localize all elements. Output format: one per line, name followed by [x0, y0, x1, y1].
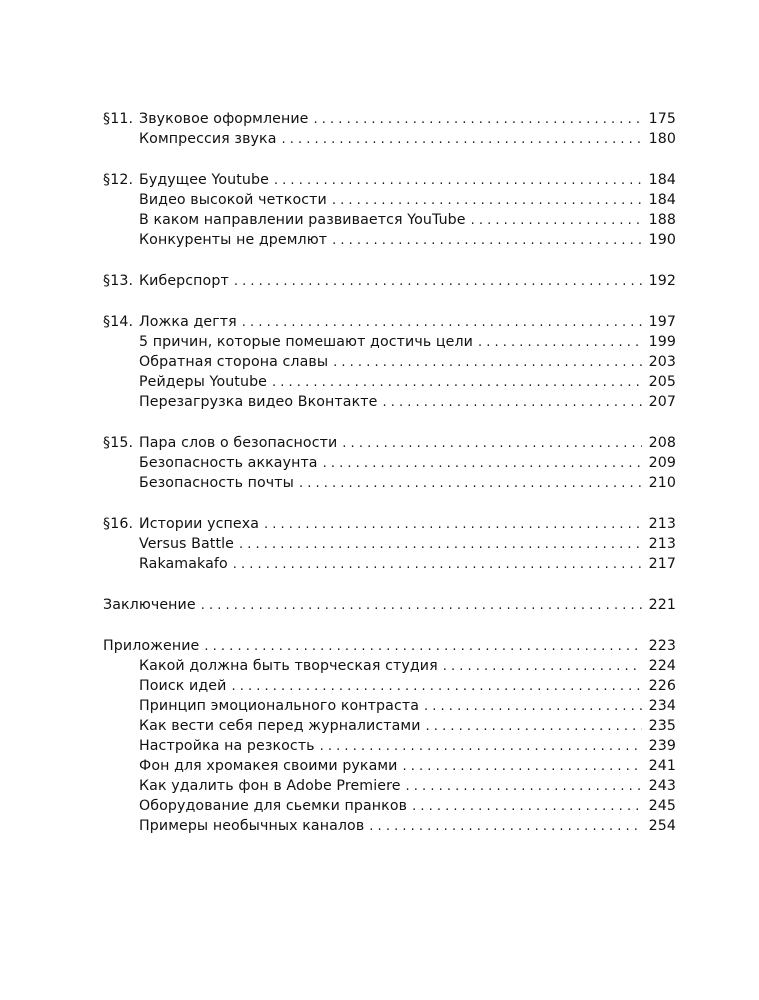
section-number: §14.: [103, 314, 134, 330]
toc-subsection-entry[interactable]: [103, 372, 676, 392]
toc-group: [103, 109, 676, 149]
toc-group: [103, 170, 676, 250]
dot-leader: [320, 737, 642, 757]
section-number: §16.: [103, 516, 134, 532]
toc-section-entry[interactable]: [103, 170, 676, 190]
section-number: §11.: [103, 111, 134, 127]
entry-title: Примеры необычных каналов: [139, 818, 365, 834]
toc-subsection-entry[interactable]: [103, 534, 676, 554]
dot-leader: [282, 130, 643, 150]
toc-subsection-entry[interactable]: [103, 332, 676, 352]
page-number: 223: [648, 638, 676, 654]
page-number: 226: [648, 678, 676, 694]
page-number: 243: [648, 778, 676, 794]
page-number: 209: [648, 455, 676, 471]
entry-title: Rakamakafo: [139, 556, 228, 572]
toc-group: [103, 636, 676, 836]
toc-subsection-entry[interactable]: [103, 756, 676, 776]
section-number: §13.: [103, 273, 134, 289]
page-number: 180: [648, 131, 676, 147]
dot-leader: [239, 535, 642, 555]
entry-title: Конкуренты не дремлют: [139, 232, 328, 248]
toc-subsection-entry[interactable]: [103, 776, 676, 796]
entry-title: 5 причин, которые помешают достичь цели: [139, 334, 473, 350]
entry-title: Обратная сторона славы: [139, 354, 329, 370]
toc-chapter-entry[interactable]: [103, 595, 676, 615]
page-number: 207: [648, 394, 676, 410]
toc-subsection-entry[interactable]: [103, 816, 676, 836]
entry-title: Поиск идей: [139, 678, 227, 694]
dot-leader: [333, 353, 642, 373]
page-number: 217: [648, 556, 676, 572]
toc-subsection-entry[interactable]: [103, 716, 676, 736]
entry-title: Безопасность почты: [139, 475, 294, 491]
toc-subsection-entry[interactable]: [103, 473, 676, 493]
page-number: 235: [648, 718, 676, 734]
entry-title: Перезагрузка видео Вконтакте: [139, 394, 378, 410]
entry-title: Как удалить фон в Adobe Premiere: [139, 778, 401, 794]
page-number: 192: [648, 273, 676, 289]
page-number: 197: [648, 314, 676, 330]
dot-leader: [204, 637, 642, 657]
page-number: 203: [648, 354, 676, 370]
entry-title: Принцип эмоционального контраста: [139, 698, 420, 714]
page-number: 221: [648, 597, 676, 613]
page-number: 245: [648, 798, 676, 814]
page-number: 213: [648, 516, 676, 532]
dot-leader: [234, 272, 642, 292]
toc-group: [103, 271, 676, 291]
dot-leader: [412, 797, 642, 817]
toc-chapter-entry[interactable]: [103, 636, 676, 656]
toc-subsection-entry[interactable]: [103, 554, 676, 574]
dot-leader: [323, 454, 642, 474]
toc-subsection-entry[interactable]: [103, 352, 676, 372]
toc-subsection-entry[interactable]: [103, 210, 676, 230]
dot-leader: [471, 211, 642, 231]
page-number: 175: [648, 111, 676, 127]
toc-subsection-entry[interactable]: [103, 230, 676, 250]
toc-group: [103, 312, 676, 412]
entry-title: Видео высокой четкости: [139, 192, 327, 208]
toc-subsection-entry[interactable]: [103, 736, 676, 756]
dot-leader: [403, 757, 642, 777]
toc-subsection-entry[interactable]: [103, 453, 676, 473]
dot-leader: [264, 515, 642, 535]
dot-leader: [231, 677, 642, 697]
toc-section-entry[interactable]: [103, 433, 676, 453]
dot-leader: [332, 231, 642, 251]
dot-leader: [424, 697, 642, 717]
entry-title: Приложение: [103, 638, 200, 654]
entry-title: Компрессия звука: [139, 131, 277, 147]
toc-section-entry[interactable]: [103, 514, 676, 534]
page-number: 208: [648, 435, 676, 451]
page-number: 241: [648, 758, 676, 774]
entry-title: Звуковое оформление: [139, 111, 309, 127]
entry-title: Киберспорт: [139, 273, 229, 289]
entry-title: Пара слов о безопасности: [139, 435, 338, 451]
dot-leader: [332, 191, 642, 211]
page-number: 184: [648, 172, 676, 188]
page-number: 210: [648, 475, 676, 491]
dot-leader: [299, 474, 642, 494]
dot-leader: [242, 313, 642, 333]
toc-section-entry[interactable]: [103, 271, 676, 291]
page-number: 224: [648, 658, 676, 674]
entry-title: В каком направлении развивается YouTube: [139, 212, 466, 228]
toc-subsection-entry[interactable]: [103, 796, 676, 816]
page-number: 199: [648, 334, 676, 350]
toc-subsection-entry[interactable]: [103, 656, 676, 676]
dot-leader: [369, 817, 642, 837]
toc-subsection-entry[interactable]: [103, 190, 676, 210]
dot-leader: [233, 555, 642, 575]
dot-leader: [314, 110, 642, 130]
entry-title: Будущее Youtube: [139, 172, 269, 188]
entry-title: Рейдеры Youtube: [139, 374, 268, 390]
toc-section-entry[interactable]: [103, 312, 676, 332]
page-number: 205: [648, 374, 676, 390]
toc-group: [103, 595, 676, 615]
entry-title: Ложка дегтя: [139, 314, 237, 330]
toc-group: [103, 514, 676, 574]
toc-section-entry[interactable]: [103, 109, 676, 129]
entry-title: Какой должна быть творческая студия: [139, 658, 438, 674]
page-number: 188: [648, 212, 676, 228]
entry-title: Настройка на резкость: [139, 738, 315, 754]
dot-leader: [443, 657, 642, 677]
entry-title: Фон для хромакея своими руками: [139, 758, 398, 774]
dot-leader: [478, 333, 642, 353]
toc-subsection-entry[interactable]: [103, 129, 676, 149]
entry-title: Versus Battle: [139, 536, 234, 552]
dot-leader: [382, 393, 642, 413]
dot-leader: [274, 171, 642, 191]
entry-title: Оборудование для сьемки пранков: [139, 798, 408, 814]
page-number: 254: [648, 818, 676, 834]
dot-leader: [272, 373, 642, 393]
dot-leader: [406, 777, 642, 797]
dot-leader: [342, 434, 642, 454]
page-number: 234: [648, 698, 676, 714]
toc-subsection-entry[interactable]: [103, 676, 676, 696]
page-number: 184: [648, 192, 676, 208]
dot-leader: [426, 717, 642, 737]
entry-title: Заключение: [103, 597, 196, 613]
toc-group: [103, 433, 676, 493]
page-number: 213: [648, 536, 676, 552]
section-number: §15.: [103, 435, 134, 451]
toc-subsection-entry[interactable]: [103, 696, 676, 716]
page-number: 190: [648, 232, 676, 248]
entry-title: Истории успеха: [139, 516, 260, 532]
table-of-contents: [103, 109, 676, 836]
dot-leader: [201, 596, 642, 616]
entry-title: Безопасность аккаунта: [139, 455, 318, 471]
page-number: 239: [648, 738, 676, 754]
section-number: §12.: [103, 172, 134, 188]
toc-subsection-entry[interactable]: [103, 392, 676, 412]
entry-title: Как вести себя перед журналистами: [139, 718, 421, 734]
